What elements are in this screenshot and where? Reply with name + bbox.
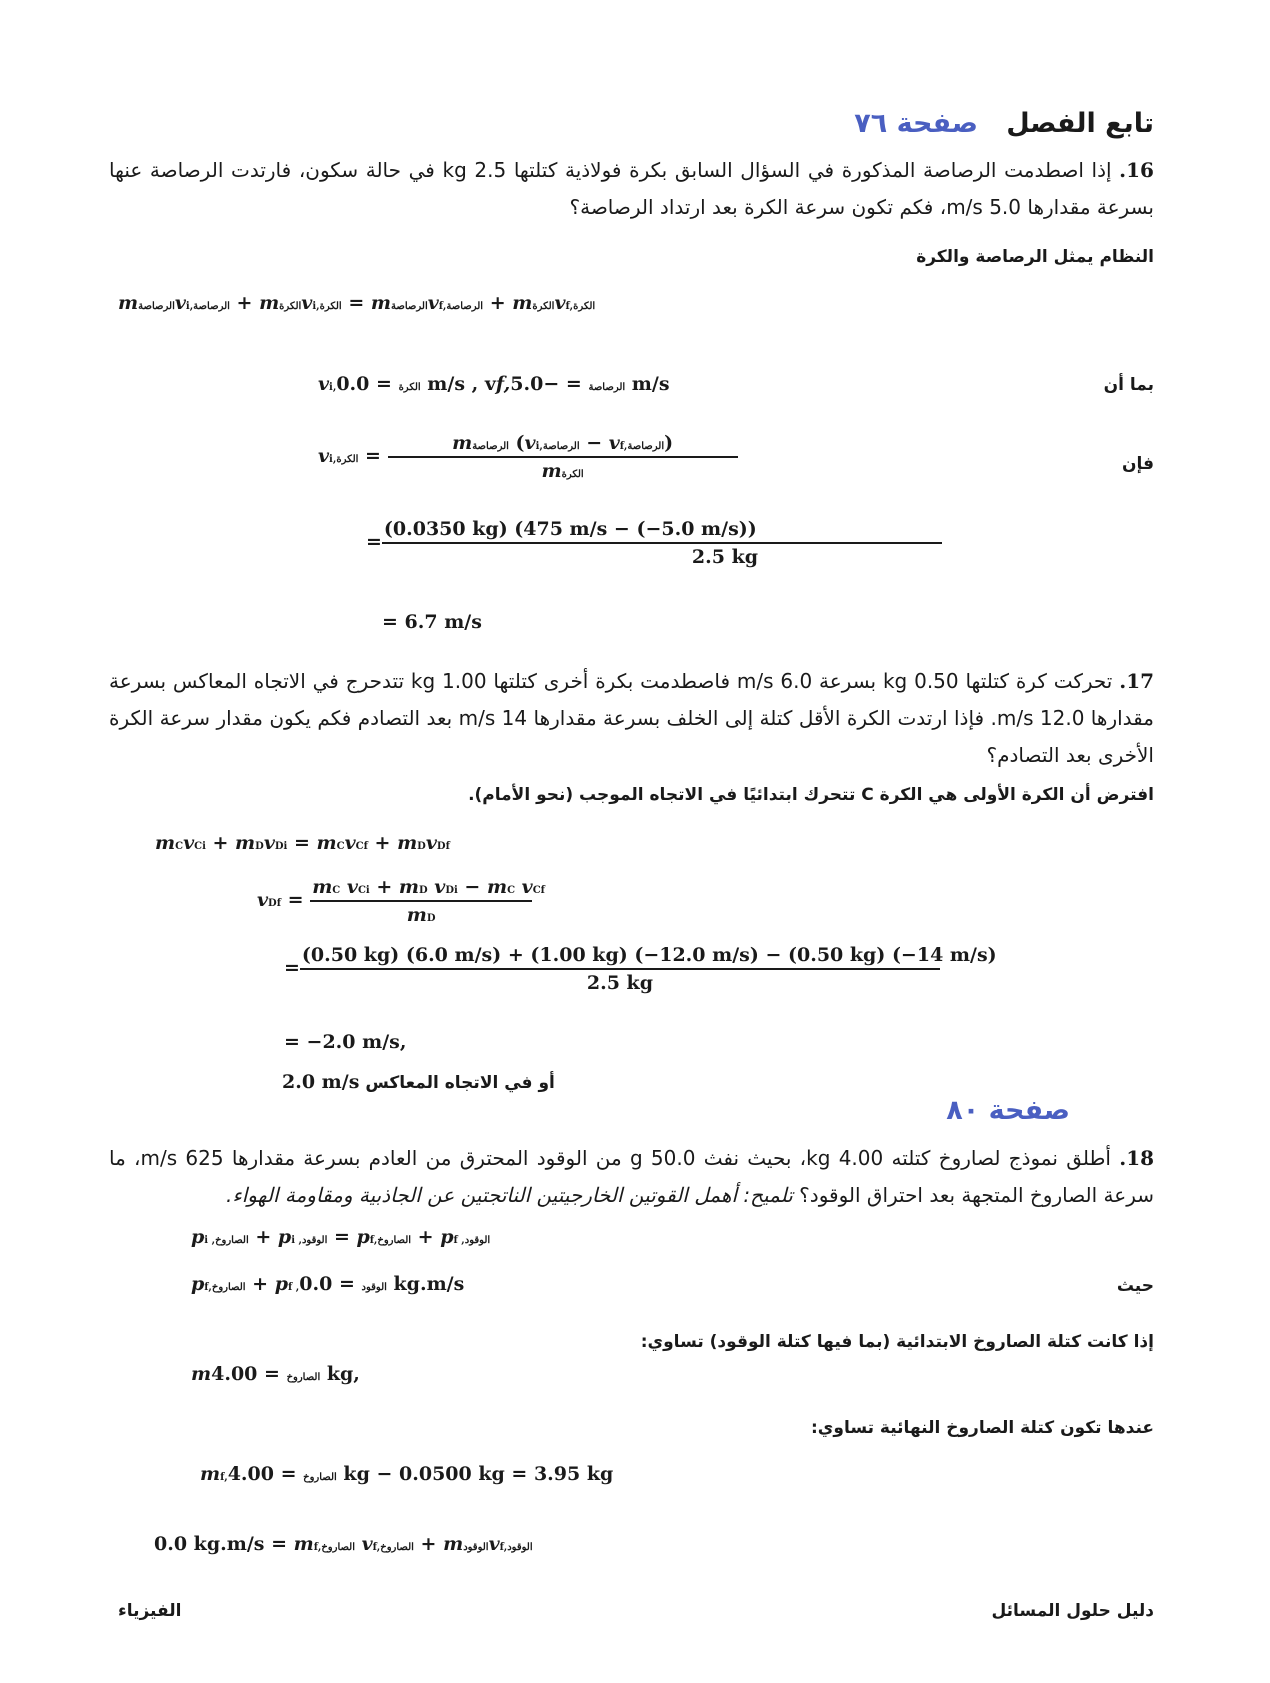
question-text: تحركت كرة كتلتها 0.50 kg بسرعة 6.0 m/s فاصطدمت بكرة أخرى كتلتها 1.00 kg تتدحرج في الاتجاه المعاكس بسرعة مقدارها 12.0 m/s. فإذا ارتدت الكرة الأقل كتلة إلى الخلف بسرعة مقدارها 14 m/s بعد التصادم فكم يكون مقدار سرعة الكرة الأخرى بعد التصادم؟	[109, 669, 1154, 767]
initial-mass-value: = 4.00 kg,	[211, 1363, 360, 1385]
chapter-header	[854, 108, 1154, 139]
given-bullet-value: = −5.0 m/s	[510, 373, 670, 395]
label-given: بما أن	[1103, 375, 1154, 395]
initial-mass-equation: m الصاروخ = 4.00 kg,	[191, 1363, 360, 1385]
question-number: 16.	[1119, 158, 1154, 182]
substitution-equation: = $\frac{(0.0350 kg) (475 m/s - (-5.0 m/s))}{2.5 kg}$	[366, 518, 942, 568]
substitution-denominator: 2.5 kg	[586, 972, 653, 994]
footer-guide: دليل حلول المسائل	[991, 1601, 1154, 1621]
solve-equation: vi,الكرة = $\frac{\text{mالرصاصة (vi,الرصاصة − vf,الرصاصة)}}{\text{mالكرة}}$	[318, 432, 738, 482]
system-note: النظام يمثل الرصاصة والكرة	[916, 247, 1154, 267]
direction-text: أو في الاتجاه المعاكس	[365, 1073, 555, 1093]
question-17	[109, 663, 1154, 774]
note-initial-mass: إذا كانت كتلة الصاروخ الابتدائية (بما فيها كتلة الوقود) تساوي:	[640, 1332, 1154, 1352]
final-momentum-equation: 0.0 kg.m/s = mf,الصاروخ vf,الصاروخ + mالوقودvf,الوقود	[154, 1533, 533, 1555]
substitution-numerator: (0.0350 kg) (475 m/s − (−5.0 m/s))	[382, 518, 942, 544]
footer-subject: الفيزياء	[118, 1601, 182, 1621]
given-values-equation: vi,الكرة = 0.0 m/s , vf, الرصاصة = −5.0 m/s	[318, 373, 670, 395]
final-lhs: 0.0 kg.m/s =	[154, 1533, 288, 1555]
page-ref-76: صفحة ٧٦	[854, 108, 978, 139]
assume-note: افترض أن الكرة الأولى هي الكرة C تتحرك ابتدائيًا في الاتجاه الموجب (نحو الأمام).	[468, 785, 1154, 805]
question-16	[109, 152, 1154, 226]
question-number: 17.	[1119, 669, 1155, 693]
result-17-direction	[282, 1071, 555, 1093]
chapter-title: تابع الفصل	[1006, 108, 1154, 139]
sum-equation-18: pf,الصاروخ + pf ,الوقود = 0.0 kg.m/s	[191, 1273, 465, 1295]
substitution-numerator: (0.50 kg) (6.0 m/s) + (1.00 kg) (−12.0 m/s) − (0.50 kg) (−14 m/s)	[300, 944, 940, 970]
result-17: = −2.0 m/s,	[284, 1031, 407, 1053]
momentum-equation: mالرصاصةvi,الرصاصة + mالكرةvi,الكرة = mالرصاصةvf,الرصاصة + mالكرةvf,الكرة	[118, 292, 596, 314]
momentum-equation-18: pi ,الصاروخ + pi ,الوقود = pf,الصاروخ + pf ,الوقود	[191, 1226, 491, 1248]
label-then: فإن	[1121, 454, 1154, 474]
question-18	[109, 1140, 1154, 1214]
page-ref-80: صفحة ٨٠	[946, 1095, 1070, 1126]
sum-value: = 0.0 kg.m/s	[299, 1273, 465, 1295]
momentum-equation-17: mCvCi + mDvDi = mCvCf + mDvDf	[155, 832, 450, 854]
question-hint: تلميح: أهمل القوتين الخارجيتين الناتجتين عن الجاذبية ومقاومة الهواء.	[225, 1183, 793, 1207]
direction-value: 2.0 m/s	[282, 1071, 360, 1093]
question-text: أطلق نموذج لصاروخ كتلته 4.00 kg، بحيث نفث 50.0 g من الوقود المحترق من العادم بسرعة مقدارها 625 m/s، ما سرعة الصاروخ المتجهة بعد احتراق الوقود؟	[109, 1146, 1154, 1207]
page-ref-80-wrap	[946, 1095, 1070, 1126]
final-mass-value: = 4.00 kg − 0.0500 kg = 3.95 kg	[227, 1463, 614, 1485]
note-final-mass: عندها تكون كتلة الصاروخ النهائية تساوي:	[811, 1418, 1154, 1438]
substitution-equation-17: = (0.50 kg) (6.0 m/s) + (1.00 kg) (−12.0 m/s) − (0.50 kg) (−14 m/s) 2.5 kg	[284, 944, 997, 994]
solve-equation-17: vDf = $\frac{\text{mC vCi + mD vDi − mC vCf}}{mD}$	[257, 876, 545, 926]
question-text: إذا اصطدمت الرصاصة المذكورة في السؤال السابق بكرة فولاذية كتلتها 2.5 kg في حالة سكون، فارتدت الرصاصة عنها بسرعة مقدارها 5.0 m/s، فكم تكون سرعة الكرة بعد ارتداد الرصاصة؟	[109, 158, 1154, 219]
final-mass-equation: mf,الصاروخ = 4.00 kg − 0.0500 kg = 3.95 kg	[200, 1463, 614, 1485]
result-16: = 6.7 m/s	[382, 611, 482, 633]
label-where: حيث	[1116, 1276, 1154, 1296]
question-number: 18.	[1119, 1146, 1155, 1170]
substitution-denominator: 2.5 kg	[691, 546, 759, 568]
given-ball-value: = 0.0 m/s , v	[336, 373, 496, 395]
